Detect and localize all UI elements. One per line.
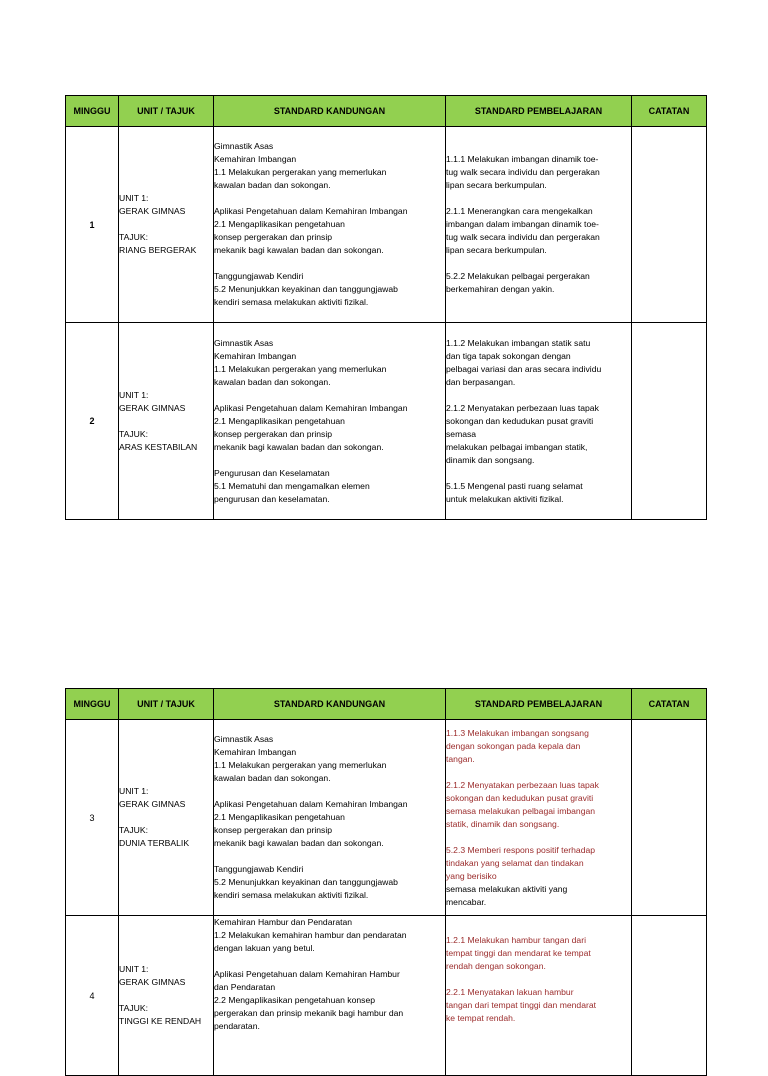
- text-line: 1.2.1 Melakukan hambur tangan dari: [446, 935, 586, 945]
- catatan-cell: [632, 323, 707, 520]
- text-line: tempat tinggi dan mendarat ke tempat: [446, 948, 591, 958]
- header-minggu: MINGGU: [66, 96, 119, 127]
- text-line: tug walk secara individu dan pergerakan: [446, 232, 600, 242]
- text-line: dan berpasangan.: [446, 376, 516, 387]
- table-row: [66, 916, 707, 1076]
- text-line: mekanik bagi kawalan badan dan sokongan.: [214, 245, 384, 255]
- text-line: 2.1 Mengaplikasikan pengetahuan: [214, 415, 345, 426]
- text-line: 5.1.5 Mengenal pasti ruang selamat: [446, 480, 583, 491]
- pembelajaran-cell: [446, 323, 632, 520]
- text-line: 5.2 Menunjukkan keyakinan dan tanggungjawab: [214, 877, 398, 887]
- text-line: 2.2 Mengaplikasikan pengetahuan konsep: [214, 995, 376, 1005]
- table-row: [66, 127, 707, 323]
- pembelajaran-cell: [446, 720, 632, 916]
- unit-cell: [119, 916, 214, 1076]
- text-line: 2.1.2 Menyatakan perbezaan luas tapak: [446, 402, 599, 413]
- unit-line: ARAS KESTABILAN: [119, 441, 198, 452]
- text-line: kawalan badan dan sokongan.: [214, 773, 331, 783]
- unit-line: UNIT 1:: [119, 964, 149, 974]
- unit-line: TAJUK:: [119, 1003, 148, 1013]
- header-unit-tajuk: UNIT / TAJUK: [119, 689, 214, 720]
- schedule-table-2: [65, 688, 707, 1076]
- text-line: dengan lakuan yang betul.: [214, 943, 315, 953]
- text-line: dengan sokongan pada kepala dan: [446, 740, 581, 751]
- text-line: pelbagai variasi dan aras secara individu: [446, 363, 602, 374]
- text-line: tindakan yang selamat dan tindakan: [446, 857, 584, 868]
- text-line: 2.1.1 Menerangkan cara mengekalkan: [446, 206, 593, 216]
- week-number: 2: [66, 323, 119, 520]
- unit-line: TAJUK:: [119, 232, 148, 242]
- text-line: sokongan dan kedudukan pusat graviti: [446, 415, 594, 426]
- text-line: 1.1 Melakukan pergerakan yang memerlukan: [214, 760, 387, 770]
- header-standard-pembelajaran: STANDARD PEMBELAJARAN: [446, 96, 632, 127]
- text-line: Gimnastik Asas: [214, 337, 274, 348]
- text-line: berkemahiran dengan yakin.: [446, 284, 555, 294]
- text-line: konsep pergerakan dan prinsip: [214, 428, 333, 439]
- text-line: ke tempat rendah.: [446, 1013, 516, 1023]
- catatan-cell: [632, 127, 707, 323]
- unit-line: DUNIA TERBALIK: [119, 838, 190, 848]
- pembelajaran-cell: [446, 127, 632, 323]
- text-line: imbangan dalam imbangan dinamik toe-: [446, 219, 599, 229]
- text-line: 1.2 Melakukan kemahiran hambur dan pendaratan: [214, 930, 407, 940]
- text-line: Aplikasi Pengetahuan dalam Kemahiran Imbangan: [214, 402, 408, 413]
- schedule-table-1: [65, 95, 707, 520]
- header-standard-kandungan: STANDARD KANDUNGAN: [214, 689, 446, 720]
- text-line: 2.1 Mengaplikasikan pengetahuan: [214, 219, 345, 229]
- text-line: konsep pergerakan dan prinsip: [214, 232, 333, 242]
- unit-line: GERAK GIMNAS: [119, 206, 186, 216]
- kandungan-cell: [214, 916, 446, 1076]
- text-line: tangan dari tempat tinggi dan mendarat: [446, 1000, 597, 1010]
- text-line: mekanik bagi kawalan badan dan sokongan.: [214, 838, 384, 848]
- unit-cell: [119, 720, 214, 916]
- text-line: Kemahiran Imbangan: [214, 747, 297, 757]
- table-row: [66, 720, 707, 916]
- pembelajaran-cell: [446, 916, 632, 1076]
- text-line: 5.1 Mematuhi dan mengamalkan elemen: [214, 480, 370, 491]
- text-line: 5.2.3 Memberi respons positif terhadap: [446, 844, 596, 855]
- text-line: 1.1.3 Melakukan imbangan songsang: [446, 727, 589, 738]
- kandungan-cell: [214, 127, 446, 323]
- text-line: lipan secara berkumpulan.: [446, 245, 547, 255]
- header-catatan: CATATAN: [632, 96, 707, 127]
- text-line: kendiri semasa melakukan aktiviti fizikal.: [214, 297, 369, 307]
- week-number: 1: [66, 127, 119, 323]
- text-line: 5.2.2 Melakukan pelbagai pergerakan: [446, 271, 590, 281]
- unit-line: TINGGI KE RENDAH: [119, 1016, 202, 1026]
- text-line: Kemahiran Imbangan: [214, 154, 297, 164]
- text-line: rendah dengan sokongan.: [446, 961, 546, 971]
- unit-line: RIANG BERGERAK: [119, 245, 197, 255]
- unit-line: UNIT 1:: [119, 786, 149, 796]
- text-line: semasa melakukan pelbagai imbangan: [446, 805, 596, 816]
- header-catatan: CATATAN: [632, 689, 707, 720]
- header-unit-tajuk: UNIT / TAJUK: [119, 96, 214, 127]
- text-line: mencabar.: [446, 896, 487, 907]
- text-line: dan tiga tapak sokongan dengan: [446, 350, 571, 361]
- text-line: lipan secara berkumpulan.: [446, 180, 547, 190]
- text-line: statik, dinamik dan songsang.: [446, 818, 560, 829]
- text-line: 1.1.1 Melakukan imbangan dinamik toe-: [446, 154, 599, 164]
- catatan-cell: [632, 916, 707, 1076]
- kandungan-cell: [214, 720, 446, 916]
- unit-line: UNIT 1:: [119, 389, 149, 400]
- text-line: yang berisiko: [446, 870, 497, 881]
- text-line: kendiri semasa melakukan aktiviti fizikal.: [214, 890, 369, 900]
- text-line: Aplikasi Pengetahuan dalam Kemahiran Imbangan: [214, 799, 408, 809]
- text-line: 1.1 Melakukan pergerakan yang memerlukan: [214, 167, 387, 177]
- text-line: sokongan dan kedudukan pusat graviti: [446, 792, 594, 803]
- header-row: [66, 96, 707, 127]
- text-line: untuk melakukan aktiviti fizikal.: [446, 493, 564, 504]
- text-line: 5.2 Menunjukkan keyakinan dan tanggungjawab: [214, 284, 398, 294]
- text-line: melakukan pelbagai imbangan statik,: [446, 441, 588, 452]
- text-line: pendaratan.: [214, 1021, 260, 1031]
- unit-cell: [119, 323, 214, 520]
- text-line: pergerakan dan prinsip mekanik bagi hambur dan: [214, 1008, 404, 1018]
- text-line: Tanggungjawab Kendiri: [214, 864, 304, 874]
- header-minggu: MINGGU: [66, 689, 119, 720]
- text-line: 2.2.1 Menyatakan lakuan hambur: [446, 987, 574, 997]
- text-line: kawalan badan dan sokongan.: [214, 376, 331, 387]
- text-line: dan Pendaratan: [214, 982, 276, 992]
- text-line: pengurusan dan keselamatan.: [214, 493, 330, 504]
- text-line: Pengurusan dan Keselamatan: [214, 467, 330, 478]
- unit-line: UNIT 1:: [119, 193, 149, 203]
- text-line: 2.1 Mengaplikasikan pengetahuan: [214, 812, 345, 822]
- text-line: 1.1.2 Melakukan imbangan statik satu: [446, 337, 591, 348]
- unit-cell: [119, 127, 214, 323]
- text-line: Aplikasi Pengetahuan dalam Kemahiran Imbangan: [214, 206, 408, 216]
- text-line: 2.1.2 Menyatakan perbezaan luas tapak: [446, 779, 599, 790]
- text-line: semasa melakukan aktiviti yang: [446, 883, 568, 894]
- text-line: semasa: [446, 428, 477, 439]
- text-line: mekanik bagi kawalan badan dan sokongan.: [214, 441, 384, 452]
- text-line: tangan.: [446, 753, 475, 764]
- text-line: Aplikasi Pengetahuan dalam Kemahiran Hambur: [214, 969, 400, 979]
- unit-line: GERAK GIMNAS: [119, 977, 186, 987]
- text-line: Kemahiran Hambur dan Pendaratan: [214, 917, 353, 927]
- text-line: Gimnastik Asas: [214, 141, 274, 151]
- text-line: 1.1 Melakukan pergerakan yang memerlukan: [214, 363, 387, 374]
- unit-line: TAJUK:: [119, 428, 148, 439]
- text-line: tug walk secara individu dan pergerakan: [446, 167, 600, 177]
- table-row: [66, 323, 707, 520]
- header-row: [66, 689, 707, 720]
- unit-line: GERAK GIMNAS: [119, 402, 186, 413]
- text-line: dinamik dan songsang.: [446, 454, 535, 465]
- text-line: Gimnastik Asas: [214, 734, 274, 744]
- unit-line: TAJUK:: [119, 825, 148, 835]
- text-line: kawalan badan dan sokongan.: [214, 180, 331, 190]
- kandungan-cell: [214, 323, 446, 520]
- week-number: 4: [66, 916, 119, 1076]
- unit-line: GERAK GIMNAS: [119, 799, 186, 809]
- text-line: Tanggungjawab Kendiri: [214, 271, 304, 281]
- text-line: konsep pergerakan dan prinsip: [214, 825, 333, 835]
- header-standard-kandungan: STANDARD KANDUNGAN: [214, 96, 446, 127]
- week-number: 3: [66, 720, 119, 916]
- catatan-cell: [632, 720, 707, 916]
- header-standard-pembelajaran: STANDARD PEMBELAJARAN: [446, 689, 632, 720]
- text-line: Kemahiran Imbangan: [214, 350, 297, 361]
